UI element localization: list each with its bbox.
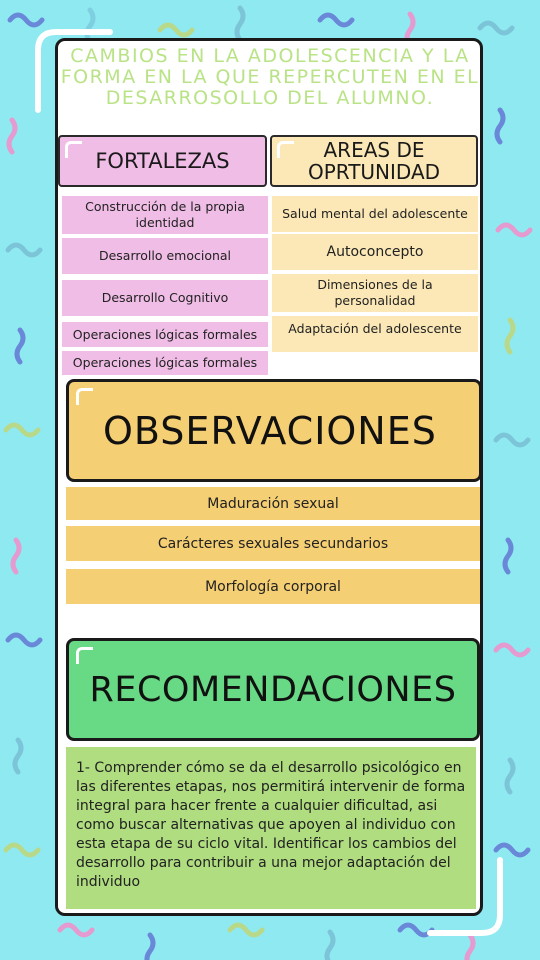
recomendaciones-corner-decoration (76, 647, 93, 664)
recomendaciones-text: 1- Comprender cómo se da el desarrollo psicológico en las diferentes etapas, nos permitirá intervenir de forma integral para hacer frente a cualquier dificultad, asi como buscar alternativas que apoyen al individuo con esta etapa de su ciclo vital. Identificar los cambios del desarrollo para contribuir a una mejor adaptación del individuo (76, 760, 466, 890)
areas-item-label: Adaptación del adolescente (288, 321, 462, 336)
areas-corner-decoration (277, 141, 294, 158)
page-title: CAMBIOS EN LA ADOLESCENCIA Y LA FORMA EN LA QUE REPERCUTEN EN EL DESARROSOLLO DEL ALUMNO. (60, 45, 480, 109)
observaciones-item-label: Morfología corporal (205, 578, 341, 595)
observaciones-item (66, 487, 480, 520)
fortalezas-header-label: FORTALEZAS (95, 149, 230, 173)
fortalezas-item-label: Operaciones lógicas formales (72, 326, 258, 342)
fortalezas-item (62, 280, 268, 316)
observaciones-header (66, 379, 482, 482)
fortalezas-item (62, 196, 268, 234)
fortalezas-item (62, 322, 268, 347)
areas-item (272, 196, 478, 232)
observaciones-corner-decoration (76, 388, 93, 405)
fortalezas-item (62, 351, 268, 375)
fortalezas-item-label: Construcción de la propia identidad (85, 199, 245, 230)
observaciones-header-label: OBSERVACIONES (103, 408, 437, 453)
fortalezas-item-label: Operaciones lógicas formales (72, 355, 258, 370)
areas-item (272, 234, 478, 270)
recomendaciones-header-label: RECOMENDACIONES (89, 669, 457, 710)
areas-item-label: Autoconcepto (326, 244, 424, 260)
areas-item-label: Salud mental del adolescente (282, 206, 468, 221)
recomendaciones-text-box (66, 747, 476, 909)
fortalezas-corner-decoration (65, 141, 82, 158)
areas-header-label: AREAS DE OPRTUNIDAD (307, 138, 441, 184)
fortalezas-item (62, 238, 268, 274)
observaciones-item (66, 569, 480, 604)
observaciones-item-label: Carácteres sexuales secundarios (157, 535, 389, 552)
observaciones-item-label: Maduración sexual (207, 495, 339, 512)
fortalezas-header (58, 135, 267, 187)
fortalezas-item-label: Desarrollo emocional (98, 248, 232, 263)
areas-item-label: Dimensiones de la personalidad (317, 277, 433, 308)
areas-item (272, 316, 478, 352)
areas-item (272, 274, 478, 312)
observaciones-item (66, 526, 480, 561)
areas-header (270, 135, 478, 187)
recomendaciones-header (66, 638, 480, 741)
fortalezas-item-label: Desarrollo Cognitivo (101, 290, 229, 305)
